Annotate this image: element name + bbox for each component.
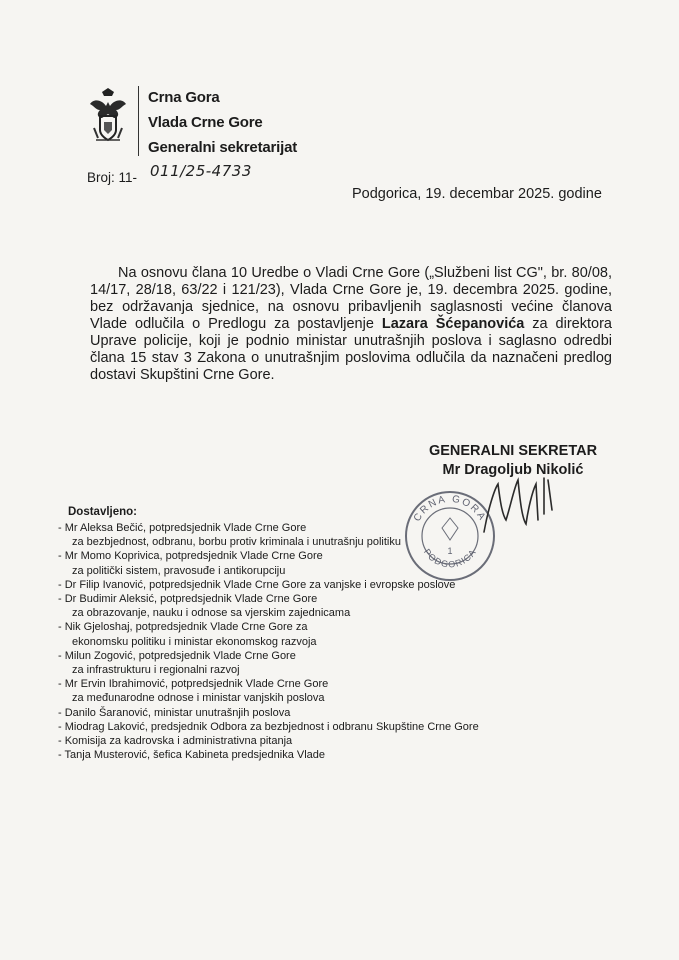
list-item bbox=[58, 720, 528, 734]
list-item bbox=[58, 592, 528, 620]
body-text-part2: za direktora Uprave policije, koji je podnio ministar unutrašnjih poslova i saglasno odredbi člana 15 stav 3 Zakona o unutrašnjim poslovima odlučila da naznačeni predlog dostavi Skupštini Crne Gore. bbox=[90, 316, 612, 383]
list-item bbox=[58, 521, 528, 549]
body-person-name: Lazara Šćepanovića bbox=[381, 316, 525, 332]
montenegro-coat-of-arms-icon bbox=[86, 88, 130, 146]
recipient: - Komisija za kadrovska i administrativna pitanja bbox=[58, 735, 293, 748]
recipient: - Dr Budimir Aleksić, potpredsjednik Vlade Crne Gore bbox=[58, 593, 318, 606]
signature-name: Mr Dragoljub Nikolić bbox=[442, 462, 584, 478]
stamp-bottom-text: PODGORICA bbox=[421, 547, 479, 570]
body-text-part1: Na osnovu člana 10 Uredbe o Vladi Crne Gore („Službeni list CG", br. 80/08, 14/17, 28/18, 63/22 i 121/23), Vlada Crne Gore je, 19. decembra 2025. godine, bez održavanja sjednice, na osnovu pribavljenih saglasnosti većine članova Vlade odlučila o Predlogu za postavljenje bbox=[90, 265, 612, 332]
recipient: - Danilo Šaranović, ministar unutrašnjih poslova bbox=[58, 706, 291, 719]
recipient-detail: za međunarodne odnose i ministar vanjskih poslova bbox=[72, 692, 325, 705]
document-date: Podgorica, 19. decembar 2025. godine bbox=[352, 186, 602, 202]
list-item bbox=[58, 578, 528, 592]
stamp-top-text: CRNA GORA bbox=[411, 493, 489, 524]
header-country: Crna Gora bbox=[148, 89, 220, 106]
header-secretariat: Generalni sekretarijat bbox=[148, 139, 298, 156]
list-item bbox=[58, 677, 528, 705]
list-item bbox=[58, 649, 528, 677]
recipient-detail: za politički sistem, pravosuđe i antikorupciju bbox=[72, 564, 286, 577]
recipient: - Mr Aleksa Bečić, potpredsjednik Vlade Crne Gore bbox=[58, 522, 307, 534]
recipient-detail: ekonomsku politiku i ministar ekonomskog razvoja bbox=[72, 635, 317, 648]
list-item bbox=[58, 748, 528, 762]
recipient: - Miodrag Laković, predsjednik Odbora za bezbjednost i odbranu Skupštine Crne Gore bbox=[58, 720, 479, 733]
distribution-title: Dostavljeno: bbox=[68, 506, 138, 518]
list-item bbox=[58, 620, 528, 648]
list-item bbox=[58, 734, 528, 748]
recipient: - Nik Gjeloshaj, potpredsjednik Vlade Crne Gore za bbox=[58, 621, 308, 634]
recipient: - Milun Zogović, potpredsjednik Vlade Crne Gore bbox=[58, 649, 296, 662]
svg-text:CRNA GORA bbox=[412, 494, 488, 524]
reference-label: Broj: 11- bbox=[87, 170, 138, 185]
recipient: - Mr Momo Koprivica, potpredsjednik Vlade Crne Gore bbox=[58, 550, 323, 563]
recipient: - Mr Ervin Ibrahimović, potpredsjednik Vlade Crne Gore bbox=[58, 678, 329, 691]
list-item bbox=[58, 706, 528, 720]
recipient-detail: za bezbjednost, odbranu, borbu protiv kriminala i unutrašnju politiku bbox=[72, 536, 401, 549]
distribution-list bbox=[58, 521, 528, 762]
list-item bbox=[58, 549, 528, 577]
recipient-detail: za obrazovanje, nauku i odnose sa vjerskim zajednicama bbox=[72, 607, 351, 620]
recipient: - Dr Filip Ivanović, potpredsjednik Vlade Crne Gore za vanjske i evropske poslove bbox=[58, 578, 456, 591]
header-divider bbox=[138, 86, 139, 156]
header-government: Vlada Crne Gore bbox=[148, 114, 263, 131]
recipient: - Tanja Musterović, šefica Kabineta predsjednika Vlade bbox=[58, 749, 326, 762]
document-body bbox=[90, 265, 612, 384]
recipient-detail: za infrastrukturu i regionalni razvoj bbox=[72, 664, 240, 677]
signature-title: GENERALNI SEKRETAR bbox=[428, 443, 598, 459]
reference-handwritten-number: 011/25-4733 bbox=[150, 162, 252, 180]
stamp-number: 1 bbox=[447, 546, 453, 556]
